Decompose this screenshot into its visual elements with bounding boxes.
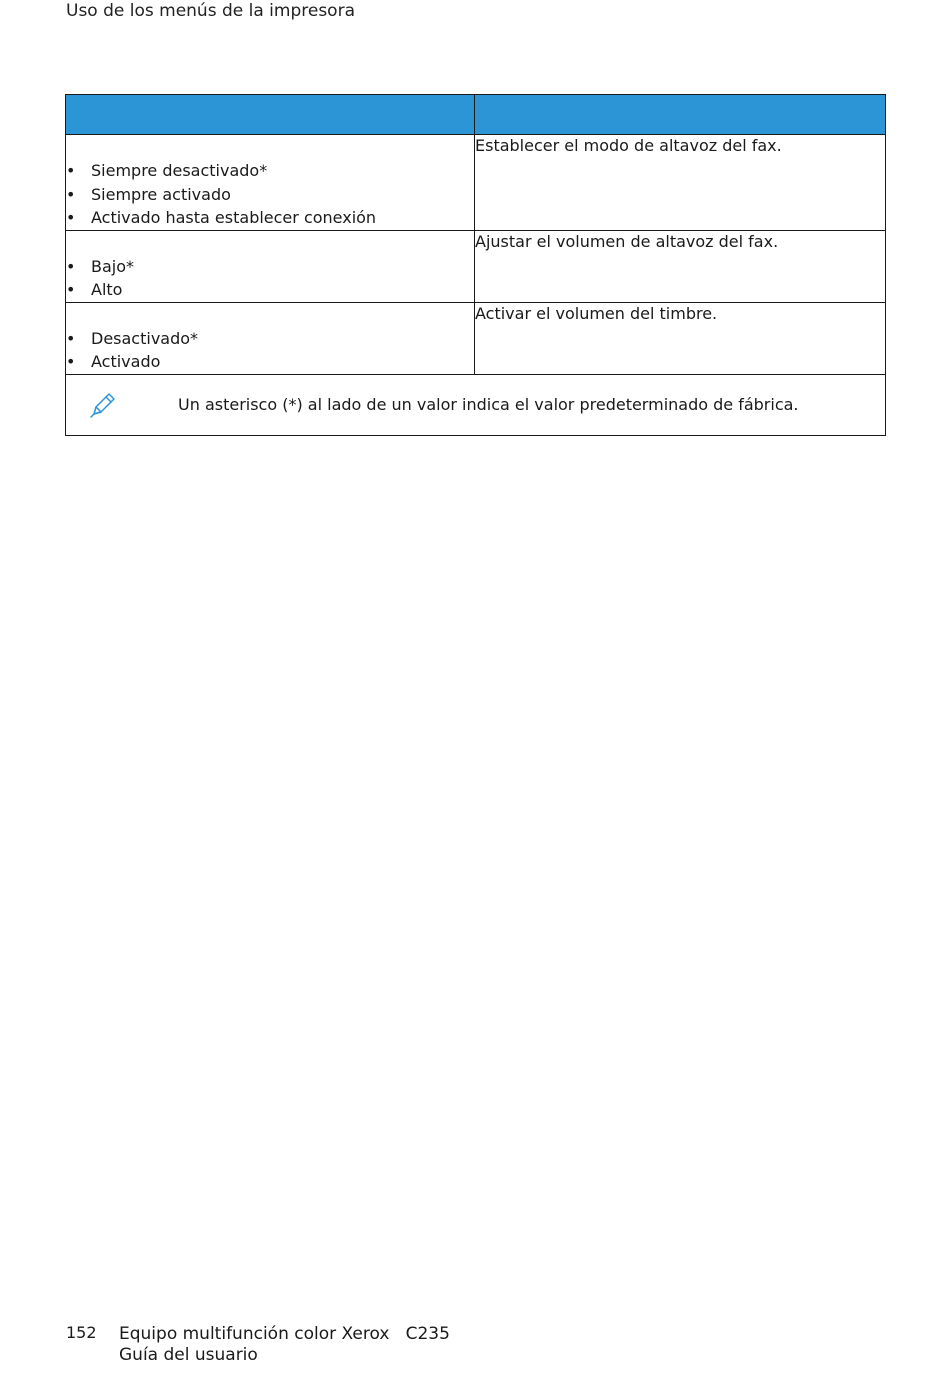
description-cell: Establecer el modo de altavoz del fax.: [475, 135, 886, 231]
options-list: [66, 327, 474, 374]
footer-title: [119, 1324, 450, 1366]
options-cell: [66, 230, 475, 302]
list-item: • Siempre activado: [66, 183, 474, 207]
document-name: Guía del usuario: [119, 1345, 258, 1365]
list-item: • Siempre desactivado*: [66, 159, 474, 183]
table-row: [66, 230, 886, 302]
options-cell: [66, 302, 475, 374]
pencil-icon: [88, 390, 118, 420]
product-name: Equipo multifunción color Xerox C235: [119, 1324, 450, 1344]
running-header: Uso de los menús de la impresora: [66, 1, 355, 21]
list-item: • Alto: [66, 278, 474, 302]
options-list: [66, 159, 474, 230]
menu-options-table: [65, 94, 886, 436]
table-header-row: [66, 95, 886, 135]
list-item: • Activado hasta establecer conexión: [66, 206, 474, 230]
table-header-right: [475, 95, 886, 135]
options-cell: [66, 135, 475, 231]
table-row: [66, 302, 886, 374]
list-item: • Desactivado*: [66, 327, 474, 351]
note-text: Un asterisco (*) al lado de un valor indica el valor predeterminado de fábrica.: [178, 395, 799, 414]
description-cell: Ajustar el volumen de altavoz del fax.: [475, 230, 886, 302]
note-cell: [66, 374, 886, 435]
note-row: [66, 374, 886, 435]
list-item: • Activado: [66, 350, 474, 374]
table-header-left: [66, 95, 475, 135]
page-number: 152: [66, 1323, 97, 1342]
list-item: • Bajo*: [66, 255, 474, 279]
description-cell: Activar el volumen del timbre.: [475, 302, 886, 374]
options-list: [66, 255, 474, 302]
table-row: [66, 135, 886, 231]
